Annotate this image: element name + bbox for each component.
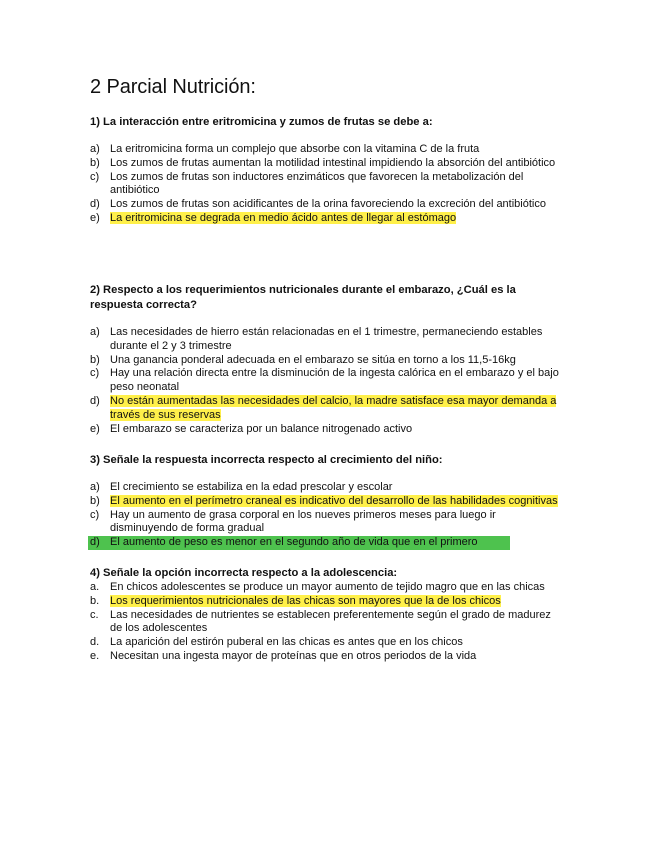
highlighted-answer: No están aumentadas las necesidades del calcio, la madre satisface esa mayor demanda a través de sus reservas [110,394,557,421]
question-1-option-e-highlighted: e) La eritromicina se degrada en medio ácido antes de llegar al estómago [90,211,457,224]
question-1-option-b: b) Los zumos de frutas aumentan la motilidad intestinal impidiendo la absorción del antibiótico [90,156,556,169]
question-2-option-e: e) El embarazo se caracteriza por un balance nitrogenado activo [90,422,413,435]
question-2-option-b: b) Una ganancia ponderal adecuada en el embarazo se sitúa en torno a los 11,5-16kg [90,353,516,366]
question-2-option-d-highlighted: d) No están aumentadas las necesidades del calcio, la madre satisface esa mayor demanda a través de sus reservas [90,394,557,421]
question-2-option-a: a) Las necesidades de hierro están relacionadas en el 1 trimestre, permaneciendo estables durante el 2 y 3 trimestre [90,326,543,352]
question-3-option-d-highlighted-green: d) El aumento de peso es menor en el segundo año de vida que en el primero [88,536,510,550]
question-4-option-e: e. Necesitan una ingesta mayor de proteínas que en otros periodos de la vida [90,649,477,662]
highlighted-answer: El aumento en el perímetro craneal es indicativo del desarrollo de las habilidades cognitivas [110,494,558,507]
question-1-option-a: a) La eritromicina forma un complejo que absorbe con la vitamina C de la fruta [90,143,480,155]
highlighted-answer: La eritromicina se degrada en medio ácido antes de llegar al estómago [110,211,457,224]
question-4-options [90,581,565,664]
question-4-option-a: a. En chicos adolescentes se produce un mayor aumento de tejido magro que en las chicas [90,581,545,593]
question-1-option-d: d) Los zumos de frutas son acidificantes de la orina favoreciendo la excreción del antibiótico [90,198,546,211]
question-1-options [90,143,565,226]
question-3-option-a: a) El crecimiento se estabiliza en la edad prescolar y escolar [90,481,393,493]
question-1-option-c: c) Los zumos de frutas son inductores enzimáticos que favorecen la metabolización del antibiótico [90,170,524,197]
question-4-option-c: c. Las necesidades de nutrientes se establecen preferentemente según el grado de madurez de los adolescentes [90,608,551,635]
question-2-heading: 2) Respecto a los requerimientos nutricionales durante el embarazo, ¿Cuál es la respuesta correcta? [90,284,516,311]
question-4-heading: 4) Señale la opción incorrecta respecto a la adolescencia: [90,567,398,579]
question-1-heading: 1) La interacción entre eritromicina y zumos de frutas se debe a: [90,116,433,128]
highlighted-answer: Los requerimientos nutricionales de las chicas son mayores que la de los chicos [110,594,501,607]
question-3-options [90,481,565,550]
question-2-options [90,326,565,436]
question-3-option-c: c) Hay un aumento de grasa corporal en los nueves primeros meses para luego ir disminuyendo de forma gradual [90,508,496,535]
question-2-option-c: c) Hay una relación directa entre la disminución de la ingesta calórica en el embarazo y el bajo peso neonatal [90,367,559,394]
page-title: 2 Parcial Nutrición: [90,76,256,98]
question-4-option-b-highlighted: b. Los requerimientos nutricionales de las chicas son mayores que la de los chicos [90,594,501,607]
question-4-option-d: d. La aparición del estirón puberal en las chicas es antes que en los chicos [90,636,463,649]
question-3-option-b-highlighted: b) El aumento en el perímetro craneal es indicativo del desarrollo de las habilidades cognitivas [90,494,558,507]
question-3-heading: 3) Señale la respuesta incorrecta respecto al crecimiento del niño: [90,454,443,466]
